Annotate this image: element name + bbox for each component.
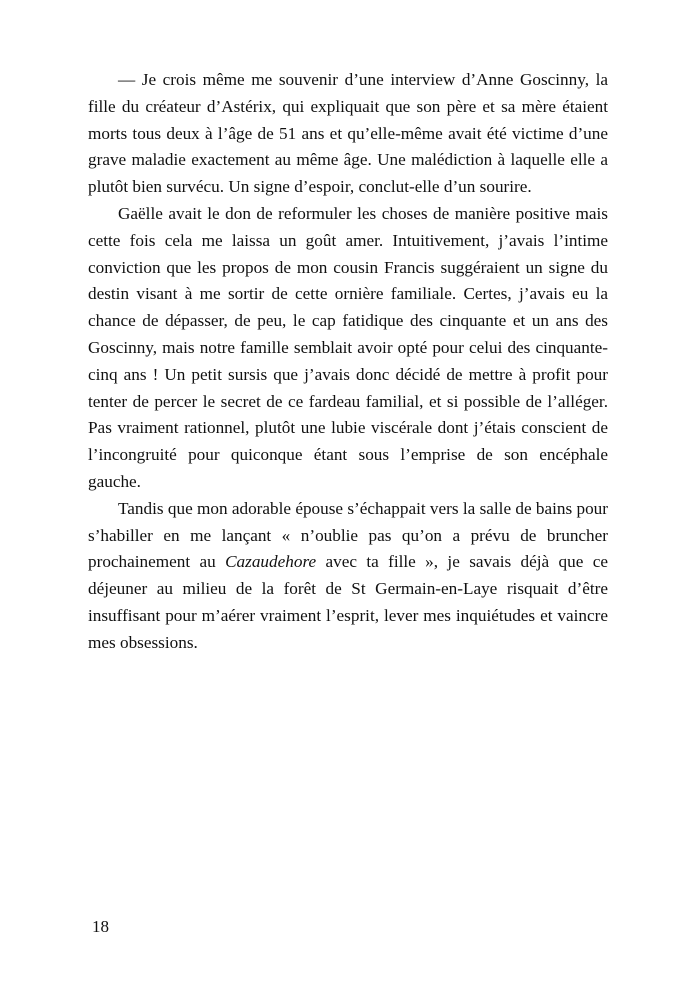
restaurant-name: Cazaudehore bbox=[225, 552, 317, 572]
paragraph-3 bbox=[88, 496, 608, 657]
paragraph-3-part-1: Tandis que mon adorable épouse s’échappait vers la salle de bains pour s’habiller en me lançant « n’oublie pas qu’on a prévu de bruncher prochainement au bbox=[88, 498, 608, 572]
page-number: 18 bbox=[92, 917, 109, 936]
paragraph-3-part-2: avec ta fille », je savais déjà que ce déjeuner au milieu de la forêt de St Germain-en-Laye risquait d’être insuffisant pour m’aérer vraiment l’esprit, lever mes inquiétudes et vaincre mes obsessions. bbox=[88, 552, 608, 652]
body-text bbox=[88, 67, 608, 657]
paragraph-1: — Je crois même me souvenir d’une interview d’Anne Goscinny, la fille du créateur d’Astérix, qui expliquait que son père et sa mère étaient morts tous deux à l’âge de 51 ans et qu’elle-même avait été victime d’une grave maladie exactement au même âge. Une malédiction à laquelle elle a plutôt bien survécu. Un signe d’espoir, conclut-elle d’un sourire. bbox=[88, 70, 608, 197]
paragraph-2: Gaëlle avait le don de reformuler les choses de manière positive mais cette fois cela me laissa un goût amer. Intuitivement, j’avais l’intime conviction que les propos de mon cousin Francis suggéraient un signe du destin visant à me sortir de cette ornière familiale. Certes, j’avais eu la chance de dépasser, de peu, le cap fatidique des cinquante et un ans des Goscinny, mais notre famille semblait avoir opté pour celui des cinquante-cinq ans ! Un petit sursis que j’avais donc décidé de mettre à profit pour tenter de percer le secret de ce fardeau familial, et si possible de l’alléger. Pas vraiment rationnel, plutôt une lubie viscérale dont j’étais conscient de l’incongruité pour quiconque étant sous l’emprise de son encéphale gauche. bbox=[88, 203, 608, 491]
